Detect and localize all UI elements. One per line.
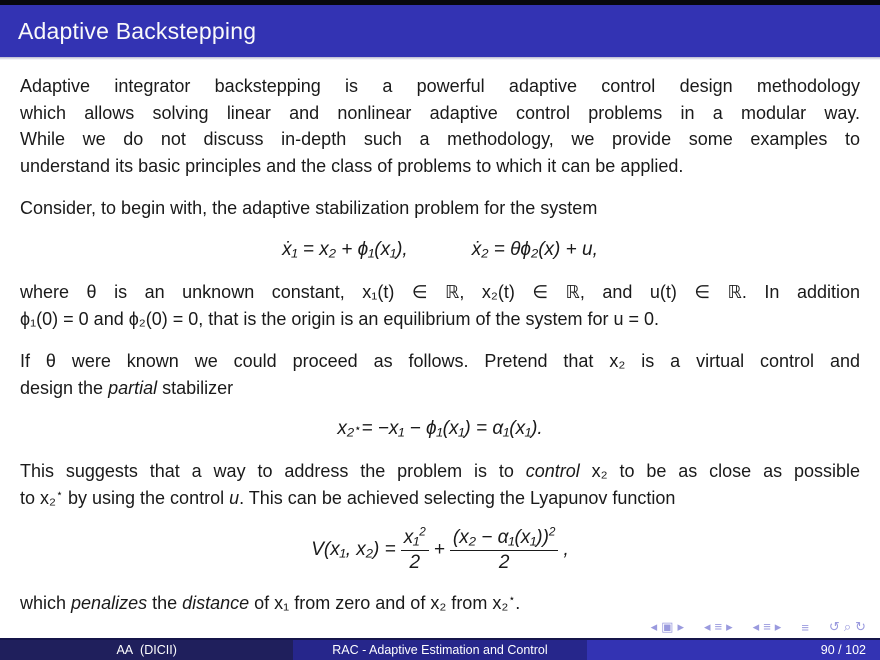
fraction — [450, 527, 559, 574]
text-line — [20, 375, 860, 402]
text-segment: control — [525, 461, 580, 482]
nav-next-frame-icon[interactable]: ▸ — [677, 619, 684, 634]
text-segment: 2 — [498, 551, 510, 573]
paragraph — [20, 348, 860, 401]
nav-subsection-overview-icon[interactable]: ≡ — [763, 619, 771, 634]
text-segment: stabilizer — [157, 377, 234, 398]
frame-title-bar — [0, 5, 880, 57]
text-segment: . This can be achieved selecting the Lyapunov function — [239, 487, 676, 508]
text-line — [20, 279, 860, 306]
text-line — [20, 100, 860, 127]
text-segment: u — [229, 487, 240, 508]
nav-prev-frame-icon[interactable]: ◂ — [650, 619, 658, 634]
nav-group — [825, 619, 870, 635]
nav-search-icon[interactable]: ⌕ — [843, 619, 852, 634]
paragraph — [20, 279, 860, 332]
text-segment: of x₁ from zero and of x₂ from x₂ — [249, 592, 509, 613]
footer-author-box — [0, 640, 293, 660]
text-segment: ẋ₁ = x₂ + ϕ₁(x₁), — [282, 238, 408, 260]
text-line — [20, 195, 860, 222]
nav-prev-subsection-icon[interactable]: ◂ — [752, 619, 760, 634]
navigation-symbols — [635, 619, 870, 635]
nav-frames-overview-icon[interactable]: ▣ — [661, 619, 674, 634]
nav-next-section-icon[interactable]: ▸ — [726, 619, 733, 634]
nav-appendix-icon[interactable]: ≡ — [801, 619, 809, 635]
text-segment: , — [563, 539, 569, 561]
text-segment: ϕ₁(0) = 0 and ϕ₂(0) = 0, that is the origin is an equilibrium of the system for u = 0. — [20, 308, 660, 329]
text-line — [20, 73, 860, 100]
text-segment: This suggests that a way to address the problem is to — [20, 461, 526, 482]
text-line — [20, 458, 860, 485]
text-segment: If θ were known we could proceed as follows. Pretend that x₂ is a virtual control and — [20, 351, 860, 372]
paragraph — [20, 458, 860, 511]
text-segment: where θ is an unknown constant, x₁(t) ∈ ℝ, x₂(t) ∈ ℝ, and u(t) ∈ ℝ. In addition — [20, 281, 860, 302]
footer-author: AA (DICII) — [116, 643, 177, 657]
nav-group — [749, 619, 786, 635]
text-segment: x₁ — [403, 526, 420, 548]
text-segment: While we do not discuss in-depth such a methodology, we provide some examples to — [20, 129, 860, 150]
paragraph — [20, 195, 860, 222]
text-segment: by using the control — [62, 487, 230, 508]
superscript: ⋆ — [508, 592, 516, 605]
superscript: ⋆ — [56, 487, 63, 500]
text-segment: to x₂ — [20, 487, 56, 508]
display-equation — [20, 237, 860, 263]
fraction-numerator — [450, 527, 559, 551]
text-line — [20, 485, 860, 512]
text-segment: . — [515, 592, 521, 613]
text-segment: understand its basic principles and the class of problems to which it can be applied. — [20, 155, 684, 176]
text-segment: design the — [20, 377, 109, 398]
footer-bar — [0, 638, 880, 660]
fraction-denominator — [499, 551, 510, 574]
fraction-denominator — [409, 551, 420, 574]
fraction-numerator — [401, 527, 429, 551]
text-segment: penalizes — [71, 592, 148, 613]
text-line — [20, 590, 860, 617]
fraction — [401, 527, 429, 574]
display-equation — [20, 527, 860, 574]
text-segment: = −x₁ − ϕ₁(x₁) = α₁(x₁). — [361, 418, 543, 440]
text-segment: (x₂ − α₁(x₁)) — [452, 526, 549, 548]
footer-page-indicator: 90 / 102 — [820, 643, 866, 657]
text-segment: ẋ₂ = θϕ₂(x) + u, — [471, 238, 598, 260]
superscript: 2 — [548, 525, 556, 539]
text-segment: 2 — [409, 551, 421, 573]
text-segment: V(x₁, x₂) = — [311, 539, 396, 561]
nav-group — [647, 619, 688, 635]
footer-short-title-box — [293, 640, 586, 660]
superscript: 2 — [419, 525, 426, 539]
text-segment: Consider, to begin with, the adaptive stabilization problem for the system — [20, 198, 598, 219]
text-line — [20, 153, 860, 180]
text-segment: the — [147, 592, 183, 613]
footer-short-title: RAC - Adaptive Estimation and Control — [332, 643, 548, 657]
paragraph — [20, 590, 860, 617]
footer-page-box — [587, 640, 880, 660]
nav-go-forward-icon[interactable]: ↻ — [855, 619, 866, 634]
text-segment: which — [20, 592, 72, 613]
nav-prev-section-icon[interactable]: ◂ — [704, 619, 711, 634]
text-segment: + — [433, 539, 445, 561]
text-line — [20, 306, 860, 333]
nav-go-back-icon[interactable]: ↺ — [828, 619, 840, 634]
frame-title: Adaptive Backstepping — [18, 17, 257, 44]
nav-section-overview-icon[interactable]: ≡ — [714, 619, 723, 634]
display-equation: x₂ ⋆ = −x₁ − ϕ₁(x₁) = α₁(x₁). — [20, 416, 860, 442]
nav-group — [797, 620, 813, 635]
text-line — [20, 348, 860, 375]
text-segment: Adaptive integrator backstepping is a powerful adaptive control design methodology — [20, 76, 860, 96]
text-segment: x₂ to be as close as possible — [579, 461, 860, 482]
nav-group — [700, 619, 737, 635]
paragraph — [20, 73, 860, 179]
slide-body — [0, 60, 880, 616]
text-segment: distance — [182, 592, 250, 613]
text-segment: which allows solving linear and nonlinear adaptive control problems in a modular way. — [20, 102, 860, 123]
text-line — [20, 126, 860, 153]
text-segment: x₂ — [337, 418, 355, 440]
nav-next-subsection-icon[interactable]: ▸ — [774, 619, 782, 634]
text-segment: partial — [108, 377, 158, 398]
